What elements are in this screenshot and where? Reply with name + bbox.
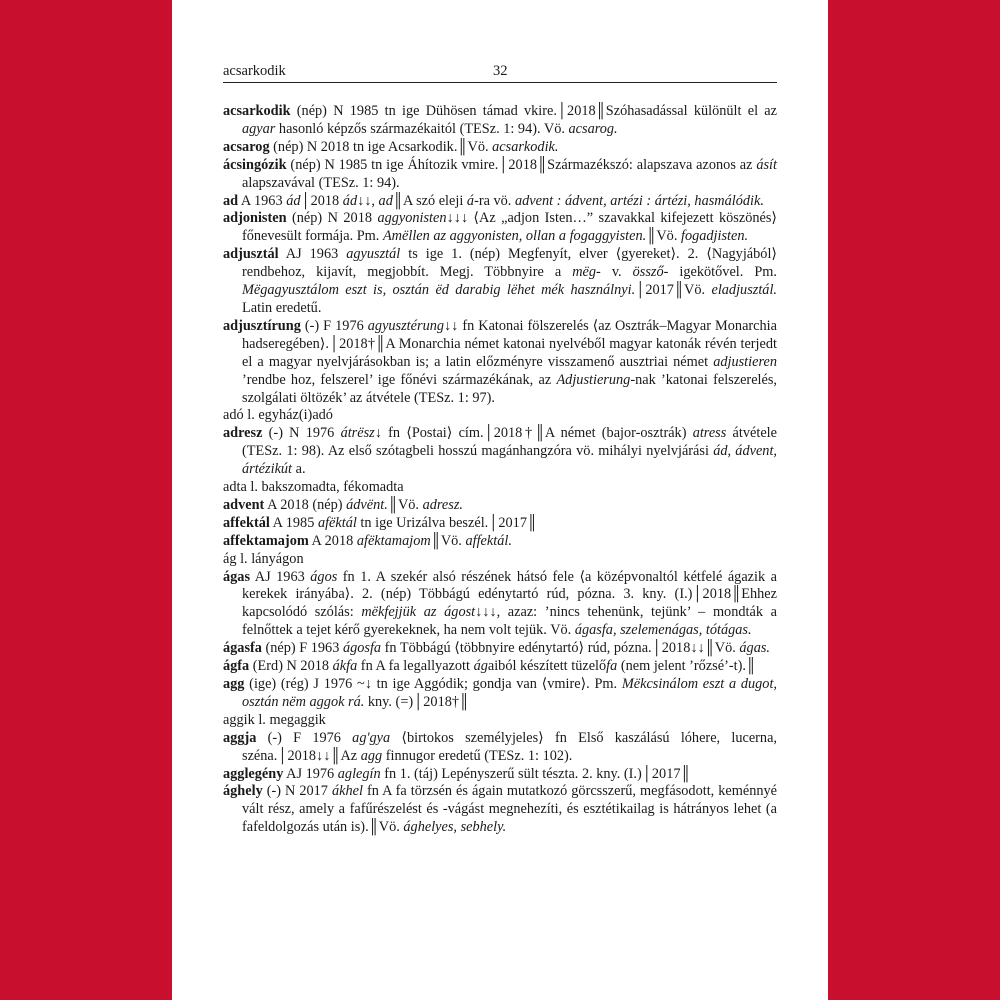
dictionary-entry bbox=[223, 766, 777, 784]
entry-body: AJ 1963 ágos fn 1. A szekér alsó részének hátsó fele ⟨a középvonaltól kétfelé ágazik a kerekek irányába⟩. 2. (nép) Többágú edénytartó rúd, pózna. 3. kny. (I.)│2018║Ehhez kapcsolódó szólás: mëkfejjük az ágost↓↓↓, azaz: ’nincs tehenünk, tejünk’ – mondták a felnőttek a tejet kérő gyerekeknek, ha nem volt tejük. Vö. ágasfa, szelemenágas, tótágas. bbox=[242, 568, 777, 639]
entry-headword: adjusztírung bbox=[223, 317, 301, 334]
dictionary-entry bbox=[223, 103, 777, 139]
entry-headword: acsarkodik bbox=[223, 103, 291, 119]
entry-headword: ad bbox=[223, 192, 239, 209]
entry-body: (nép) N 1985 tn ige Dühösen támad vkire.│2018║Szóhasadással különült el az agyar hasonló képzős származékaitól (TESz. 1: 94). Vö. acsarog. bbox=[242, 103, 777, 137]
entry-headword: advent bbox=[223, 496, 265, 513]
dictionary-entry bbox=[223, 515, 777, 533]
entry-body: (-) N 2017 ákhel fn A fa törzsén és ágain mutatkozó görcsszerű, megfásodott, keménnyé vált rész, amely a fafűrészelést és -vágást megnehezíti, és esztétikailag is hátrányos lehet (a fafeldolgozás után is).║Vö. ághelyes, sebhely. bbox=[242, 783, 778, 836]
dictionary-entry bbox=[223, 479, 777, 497]
entry-headword: adresz bbox=[223, 425, 263, 442]
entry-body: (-) F 1976 agyusztérung↓↓ fn Katonai fölszerelés ⟨az Osztrák–Magyar Monarchia hadseregében⟩.│2018†║A Monarchia német katonai nyelvéből magyar katonák révén terjedt el a magyar nyelvjárásokban is; a latin előzményre visszamenő ausztriai német adjustieren ’rendbe hoz, felszerel’ ige főnévi származékának, az Adjustierung-nak ’katonai felszerelés, szolgálati öltözék’ az átvétele (TESz. 1: 97). bbox=[242, 317, 777, 406]
entry-body: A 1963 ád│2018 ád↓↓, ad║A szó eleji á-ra vö. advent : ádvent, artézi : ártézi, hasmálódik. bbox=[238, 192, 764, 209]
dictionary-entry bbox=[223, 139, 777, 157]
entry-body: (-) N 1976 átrësz↓ fn ⟨Postai⟩ cím.│2018†║A német (bajor-osztrák) atress átvétele (TESz. 1: 98). Az első szótagbeli hosszú magánhangzóra vö. mihályi nyelvjárási ád, ádvent, ártézikút a. bbox=[242, 425, 777, 478]
entry-body: AJ 1976 aglegín fn 1. (táj) Lepényszerű sült tészta. 2. kny. (I.)│2017║ bbox=[283, 765, 691, 782]
dictionary-entry bbox=[223, 783, 777, 837]
entry-body: (-) F 1976 ag'gya ⟨birtokos személyjeles⟩ fn Első kaszálású lóhere, lucerna, széna.│2018↓↓║Az agg finnugor eredetű (TESz. 1: 102). bbox=[242, 729, 777, 764]
entry-headword: ácsingózik bbox=[223, 156, 287, 173]
dictionary-entry bbox=[223, 210, 777, 246]
entry-headword: agg bbox=[223, 676, 245, 692]
page-header bbox=[223, 62, 777, 83]
entry-body: (nép) N 2018 tn ige Acsarkodik.║Vö. acsarkodik. bbox=[269, 138, 559, 155]
dictionary-entry bbox=[223, 533, 777, 551]
entry-body: (ige) (rég) J 1976 ~↓ tn ige Aggódik; gondja van ⟨vmire⟩. Pm. Mëkcsinálom eszt a dugot, osztán nëm aggok rá. kny. (=)│2018†║ bbox=[242, 676, 777, 710]
entry-body: AJ 1963 agyusztál ts ige 1. (nép) Megfenyít, elver ⟨gyereket⟩. 2. ⟨Nagyjából⟩ rendbehoz, kijavít, megjobbít. Megj. Többnyire a mëg- v. össző- igekötővel. Pm. Mëgagyusztálom eszt is, osztán ëd darabig lëhet mék használnyi.│2017║Vö. eladjusztál. Latin eredetű. bbox=[242, 246, 777, 316]
dictionary-entry bbox=[223, 193, 777, 211]
dictionary-entry bbox=[223, 640, 777, 658]
entry-headword: adjonisten bbox=[223, 210, 287, 227]
dictionary-entry bbox=[223, 157, 777, 193]
page-number: 32 bbox=[493, 63, 508, 79]
entry-body: adó l. egyház(i)adó bbox=[223, 407, 333, 424]
dictionary-entry bbox=[223, 676, 777, 712]
entry-body: ág l. lányágon bbox=[223, 550, 304, 567]
dictionary-entry bbox=[223, 658, 777, 676]
entry-headword: adjusztál bbox=[223, 246, 279, 263]
running-head: acsarkodik bbox=[223, 63, 286, 79]
dictionary-entry bbox=[223, 551, 777, 569]
dictionary-entry bbox=[223, 407, 777, 425]
entry-body: (Erd) N 2018 ákfa fn A fa legallyazott ágaiból készített tüzelőfa (nem jelent ’rőzsé’-t).║ bbox=[249, 658, 757, 675]
entry-headword: ágfa bbox=[223, 658, 250, 675]
dictionary-entry bbox=[223, 246, 777, 318]
entry-body: aggik l. megaggik bbox=[223, 711, 326, 728]
entry-body: A 2018 (nép) ádvënt.║Vö. adresz. bbox=[264, 496, 463, 513]
dictionary-entry bbox=[223, 425, 777, 479]
entry-headword: ághely bbox=[223, 783, 263, 800]
entry-headword: affektamajom bbox=[223, 532, 309, 549]
dictionary-entry bbox=[223, 569, 777, 641]
entry-body: A 1985 afëktál tn ige Urizálva beszél.│2017║ bbox=[269, 514, 538, 531]
entry-body: adta l. bakszomadta, fékomadta bbox=[223, 479, 404, 496]
dictionary-entry bbox=[223, 712, 777, 730]
dictionary-entry bbox=[223, 730, 777, 766]
entry-headword: ágasfa bbox=[223, 640, 262, 657]
entry-headword: agglegény bbox=[223, 765, 284, 782]
entry-headword: affektál bbox=[223, 514, 270, 531]
dictionary-entry bbox=[223, 497, 777, 515]
dictionary-page bbox=[172, 0, 828, 1000]
entry-body: (nép) N 2018 aggyonisten↓↓↓ ⟨Az „adjon Isten…” szavakkal kifejezett köszönés⟩ főnevesült formája. Pm. Amëllen az aggyonisten, ollan a fogaggyisten.║Vö. fogadjisten. bbox=[242, 210, 777, 245]
entry-body: A 2018 afëktamajom║Vö. affektál. bbox=[308, 532, 512, 549]
entry-body: (nép) N 1985 tn ige Áhítozik vmire.│2018║Származékszó: alapszava azonos az ásít alapszavával (TESz. 1: 94). bbox=[242, 156, 777, 191]
entry-headword: aggja bbox=[223, 729, 257, 746]
entry-body: (nép) F 1963 ágosfa fn Többágú ⟨többnyire edénytartó⟩ rúd, pózna.│2018↓↓║Vö. ágas. bbox=[261, 640, 770, 657]
dictionary-entry bbox=[223, 318, 777, 408]
entry-headword: acsarog bbox=[223, 138, 270, 155]
entry-headword: ágas bbox=[223, 568, 251, 585]
dictionary-entries bbox=[223, 103, 777, 837]
